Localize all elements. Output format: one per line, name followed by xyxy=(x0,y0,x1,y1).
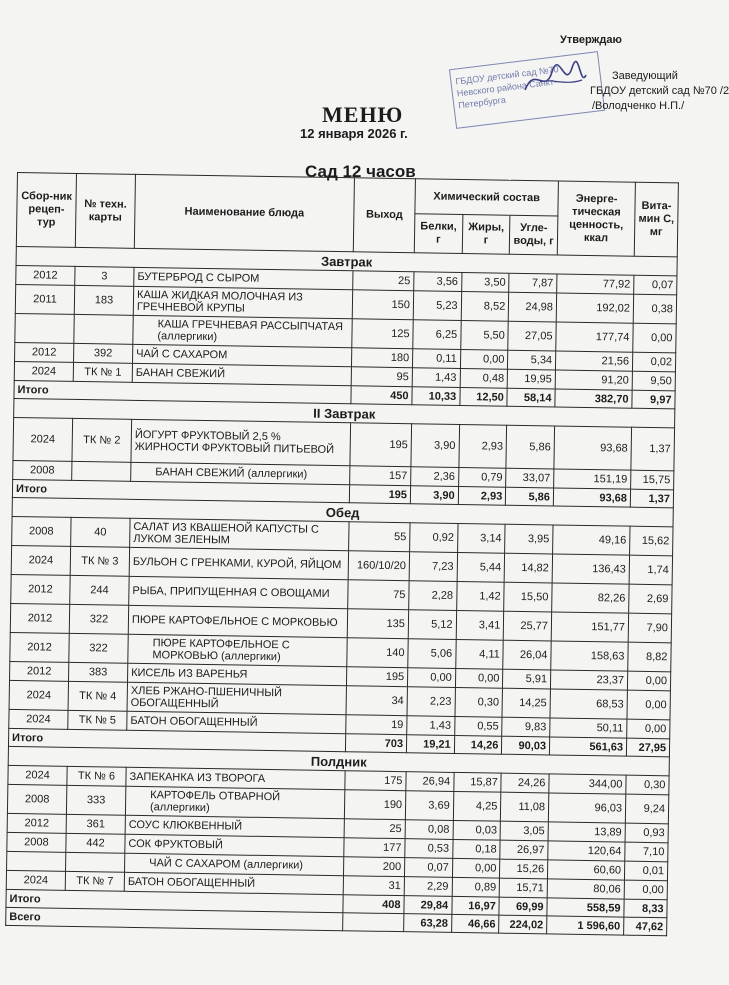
cell-protein: 0,92 xyxy=(410,523,458,553)
cell-card: 442 xyxy=(66,833,125,853)
cell-collection: 2024 xyxy=(9,709,68,729)
cell-vitamin: 7,10 xyxy=(625,842,668,862)
cell-card: 244 xyxy=(70,575,129,605)
cell-protein: 3,56 xyxy=(414,272,462,292)
cell-dish-name: КАРТОФЕЛЬ ОТВАРНОЙ (аллергики) xyxy=(125,786,344,818)
cell-energy: 93,68 xyxy=(554,426,632,470)
cell-card: ТК № 4 xyxy=(68,681,127,711)
cell-card: 333 xyxy=(66,785,125,815)
cell-collection: 2012 xyxy=(15,342,74,362)
cell-energy: 60,60 xyxy=(547,860,624,880)
col-carbs: Угле-воды, г xyxy=(510,215,558,255)
cell-card: 361 xyxy=(66,814,125,834)
cell-fat: 3,14 xyxy=(457,523,505,553)
cell-vitamin: 0,30 xyxy=(626,775,669,795)
cell-fat: 0,00 xyxy=(455,668,503,688)
col-collection: Сбор-ник рецеп-тур xyxy=(16,173,76,248)
cell-protein: 2,23 xyxy=(407,687,455,717)
cell-carbs: 26,97 xyxy=(500,840,548,860)
menu-subtitle: Сад 12 часов xyxy=(305,162,416,181)
col-card: № техн. карты xyxy=(75,173,135,248)
cell-carbs: 7,87 xyxy=(509,273,557,293)
cell-protein: 6,25 xyxy=(413,320,461,350)
cell-protein: 2,28 xyxy=(409,581,457,611)
col-vitamin: Вита-мин С, мг xyxy=(634,182,678,257)
cell-protein: 1,43 xyxy=(412,368,460,388)
total-vitamin: 8,33 xyxy=(624,899,667,918)
cell-vitamin: 7,90 xyxy=(628,613,671,643)
cell-vitamin: 0,07 xyxy=(634,275,677,295)
cell-output: 95 xyxy=(351,367,412,387)
cell-protein: 5,23 xyxy=(413,291,461,321)
cell-protein: 3,90 xyxy=(411,424,459,468)
menu-date: 12 января 2026 г. xyxy=(300,126,408,141)
cell-vitamin: 9,50 xyxy=(632,371,675,391)
section-title: Полдник xyxy=(8,746,669,775)
cell-carbs: 9,83 xyxy=(502,717,550,737)
cell-dish-name: КИСЕЛЬ ИЗ ВАРЕНЬЯ xyxy=(127,663,346,685)
cell-card: ТК № 2 xyxy=(72,418,132,462)
grand-total-protein: 63,28 xyxy=(404,914,452,933)
cell-carbs: 5,91 xyxy=(503,669,551,689)
cell-output: 19 xyxy=(346,715,407,735)
cell-energy: 13,89 xyxy=(548,822,625,842)
cell-output: 135 xyxy=(347,609,408,639)
total-energy: 558,59 xyxy=(547,898,624,917)
cell-card: ТК № 7 xyxy=(65,871,124,891)
cell-output: 140 xyxy=(347,638,408,668)
cell-collection xyxy=(7,851,66,871)
cell-dish-name: БАНАН СВЕЖИЙ xyxy=(132,363,351,385)
cell-output: 55 xyxy=(349,522,410,552)
section-title: II Завтрак xyxy=(14,398,675,427)
cell-carbs: 24,26 xyxy=(501,773,549,793)
cell-energy: 151,19 xyxy=(554,469,631,489)
cell-collection: 2012 xyxy=(7,813,66,833)
head-title: Заведующий xyxy=(612,70,678,82)
grand-total-vitamin: 47,62 xyxy=(624,917,667,936)
cell-vitamin: 1,37 xyxy=(631,427,675,471)
cell-energy: 68,53 xyxy=(550,689,627,719)
cell-collection: 2024 xyxy=(11,545,70,575)
cell-carbs: 14,82 xyxy=(504,553,552,583)
cell-carbs: 26,04 xyxy=(503,640,551,670)
total-fat: 12,50 xyxy=(460,387,508,406)
cell-energy: 21,56 xyxy=(555,351,632,371)
cell-carbs: 33,07 xyxy=(506,468,554,488)
total-fat: 16,97 xyxy=(452,896,500,915)
cell-dish-name: ЙОГУРТ ФРУКТОВЫЙ 2,5 % ЖИРНОСТИ ФРУКТОВЫЙ ПИТЬЕВОЙ xyxy=(131,419,351,465)
cell-energy: 192,02 xyxy=(556,293,633,323)
cell-dish-name: КАША ГРЕЧНЕВАЯ РАССЫПЧАТАЯ (аллергики) xyxy=(133,315,352,347)
cell-carbs: 14,25 xyxy=(502,688,550,718)
org-name: ГБДОУ детский сад №70 /2 xyxy=(590,85,729,97)
cell-card: ТК № 6 xyxy=(67,766,126,786)
grand-total-carbs: 224,02 xyxy=(499,915,547,934)
total-energy: 93,68 xyxy=(553,488,630,507)
cell-energy: 91,20 xyxy=(555,370,632,390)
cell-output: 160/10/20 xyxy=(348,551,409,581)
cell-fat: 0,00 xyxy=(452,858,500,878)
cell-collection: 2008 xyxy=(13,460,72,480)
cell-card: 322 xyxy=(69,604,128,634)
total-fat: 14,26 xyxy=(454,735,502,754)
cell-protein: 3,69 xyxy=(405,791,453,821)
total-protein: 19,21 xyxy=(406,735,454,754)
total-vitamin: 1,37 xyxy=(630,489,673,508)
cell-energy: 177,74 xyxy=(556,322,633,352)
cell-card: 183 xyxy=(74,285,133,315)
cell-dish-name: БАТОН ОБОГАЩЕННЫЙ xyxy=(127,711,346,733)
menu-body xyxy=(6,246,678,935)
cell-protein: 0,53 xyxy=(405,839,453,859)
cell-vitamin: 2,69 xyxy=(629,584,672,614)
total-label: Итого xyxy=(8,728,345,751)
grand-total-label: Всего xyxy=(6,907,343,930)
cell-carbs: 25,77 xyxy=(504,611,552,641)
cell-vitamin: 15,62 xyxy=(630,526,673,556)
cell-card: ТК № 1 xyxy=(73,362,132,382)
cell-collection: 2024 xyxy=(14,361,73,381)
menu-table xyxy=(5,172,679,936)
cell-card xyxy=(66,852,125,872)
cell-fat: 4,25 xyxy=(453,791,501,821)
total-label: Итого xyxy=(14,380,351,403)
cell-collection: 2024 xyxy=(9,680,68,710)
cell-dish-name: ХЛЕБ РЖАНО-ПШЕНИЧНЫЙ ОБОГАЩЕННЫЙ xyxy=(127,682,346,714)
stamp: ГБДОУ детский сад №70 Невского района Санкт-Петербурга xyxy=(449,51,605,129)
cell-vitamin: 1,74 xyxy=(629,555,672,585)
cell-protein: 0,08 xyxy=(405,820,453,840)
cell-card: 40 xyxy=(71,517,130,547)
cell-fat: 0,00 xyxy=(460,349,508,369)
cell-vitamin: 0,00 xyxy=(627,690,670,720)
col-output: Выход xyxy=(353,178,415,253)
total-vitamin: 9,97 xyxy=(632,390,675,409)
cell-vitamin: 0,00 xyxy=(627,719,670,739)
cell-fat: 3,41 xyxy=(456,610,504,640)
total-carbs: 90,03 xyxy=(502,736,550,755)
cell-output: 177 xyxy=(344,838,405,858)
total-energy: 561,63 xyxy=(549,737,626,756)
col-chem: Химический состав xyxy=(415,179,559,216)
cell-energy: 344,00 xyxy=(549,774,626,794)
cell-dish-name: ЧАЙ С САХАРОМ (аллергики) xyxy=(125,853,344,875)
total-carbs: 5,86 xyxy=(506,487,554,506)
cell-vitamin: 9,24 xyxy=(625,794,668,824)
total-vitamin: 27,95 xyxy=(626,738,669,757)
cell-card xyxy=(74,314,133,344)
cell-dish-name: РЫБА, ПРИПУЩЕННАЯ С ОВОЩАМИ xyxy=(129,576,348,608)
cell-dish-name: БУТЕРБРОД С СЫРОМ xyxy=(134,267,353,289)
cell-fat: 8,52 xyxy=(461,291,509,321)
cell-fat: 1,42 xyxy=(456,581,504,611)
cell-collection xyxy=(15,313,74,343)
cell-carbs: 3,95 xyxy=(505,524,553,554)
cell-output: 125 xyxy=(352,319,413,349)
cell-fat: 5,44 xyxy=(457,552,505,582)
cell-fat: 5,50 xyxy=(460,320,508,350)
col-energy: Энерге-тическая ценность, ккал xyxy=(557,181,635,256)
cell-output: 195 xyxy=(346,667,407,687)
cell-protein: 7,23 xyxy=(409,552,457,582)
cell-collection: 2024 xyxy=(13,417,73,461)
cell-protein: 5,12 xyxy=(408,610,456,640)
cell-protein: 2,36 xyxy=(411,467,459,487)
cell-dish-name: ЧАЙ С САХАРОМ xyxy=(133,344,352,366)
cell-dish-name: БАТОН ОБОГАЩЕННЫЙ xyxy=(124,872,343,894)
cell-collection: 2008 xyxy=(12,516,71,546)
cell-protein: 0,11 xyxy=(412,349,460,369)
cell-dish-name: БАНАН СВЕЖИЙ (аллергики) xyxy=(131,462,350,484)
cell-collection: 2024 xyxy=(8,765,67,785)
total-carbs: 58,14 xyxy=(507,388,555,407)
total-protein: 29,84 xyxy=(404,896,452,915)
cell-carbs: 19,95 xyxy=(507,369,555,389)
cell-fat: 0,55 xyxy=(454,716,502,736)
cell-energy: 80,06 xyxy=(547,879,624,899)
cell-vitamin: 15,75 xyxy=(631,470,674,490)
cell-carbs: 15,71 xyxy=(499,878,547,898)
cell-output: 157 xyxy=(350,466,411,486)
total-carbs: 69,99 xyxy=(499,897,547,916)
cell-energy: 49,16 xyxy=(553,525,630,555)
cell-vitamin: 0,00 xyxy=(633,323,676,353)
cell-protein: 2,29 xyxy=(404,877,452,897)
cell-vitamin: 0,93 xyxy=(625,823,668,843)
total-label: Итого xyxy=(12,479,349,502)
cell-output: 31 xyxy=(343,876,404,896)
cell-output: 75 xyxy=(348,580,409,610)
total-energy: 382,70 xyxy=(555,389,632,408)
cell-carbs: 15,50 xyxy=(504,582,552,612)
cell-carbs: 5,34 xyxy=(508,350,556,370)
total-protein: 3,90 xyxy=(410,486,458,505)
cell-fat: 0,30 xyxy=(455,687,503,717)
cell-carbs: 15,26 xyxy=(500,859,548,879)
cell-carbs: 3,05 xyxy=(500,821,548,841)
signature-icon xyxy=(520,60,590,100)
cell-collection: 2012 xyxy=(10,661,69,681)
cell-card: ТК № 5 xyxy=(68,710,127,730)
cell-vitamin: 8,82 xyxy=(628,642,671,672)
cell-fat: 0,03 xyxy=(453,820,501,840)
cell-energy: 120,64 xyxy=(548,841,625,861)
cell-card: 392 xyxy=(74,343,133,363)
cell-energy: 151,77 xyxy=(551,612,628,642)
cell-card: 383 xyxy=(69,662,128,682)
total-output: 195 xyxy=(349,485,410,504)
head-name: /Володченко Н.П./ xyxy=(592,100,685,112)
cell-protein: 5,06 xyxy=(408,639,456,669)
cell-protein: 26,94 xyxy=(406,772,454,792)
cell-energy: 77,92 xyxy=(557,274,634,294)
cell-collection: 2012 xyxy=(16,265,75,285)
grand-total-fat: 46,66 xyxy=(451,914,499,933)
cell-energy: 136,43 xyxy=(552,554,629,584)
cell-dish-name: ЗАПЕКАНКА ИЗ ТВОРОГА xyxy=(126,767,345,789)
approve-label: Утверждаю xyxy=(560,34,622,46)
cell-dish-name: СОУС КЛЮКВЕННЫЙ xyxy=(125,815,344,837)
total-fat: 2,93 xyxy=(458,486,506,505)
cell-collection: 2024 xyxy=(6,870,65,890)
cell-output: 25 xyxy=(344,819,405,839)
cell-collection: 2012 xyxy=(10,632,69,662)
cell-dish-name: КАША ЖИДКАЯ МОЛОЧНАЯ ИЗ ГРЕЧНЕВОЙ КРУПЫ xyxy=(133,286,352,318)
grand-total-energy: 1 596,60 xyxy=(547,916,624,935)
cell-collection: 2012 xyxy=(11,574,70,604)
cell-collection: 2008 xyxy=(7,832,66,852)
cell-output: 25 xyxy=(353,271,414,291)
cell-protein: 1,43 xyxy=(407,716,455,736)
cell-card: ТК № 3 xyxy=(70,546,129,576)
total-output: 450 xyxy=(351,386,412,405)
section-title: Обед xyxy=(12,497,673,526)
cell-energy: 82,26 xyxy=(552,583,629,613)
cell-carbs: 11,08 xyxy=(501,792,549,822)
cell-dish-name: ПЮРЕ КАРТОФЕЛЬНОЕ С МОРКОВЬЮ xyxy=(128,605,347,637)
cell-vitamin: 0,01 xyxy=(624,861,667,881)
cell-collection: 2008 xyxy=(7,784,66,814)
col-fat: Жиры, г xyxy=(462,215,510,255)
cell-output: 34 xyxy=(346,686,407,716)
cell-fat: 2,93 xyxy=(459,424,507,468)
cell-energy: 158,63 xyxy=(551,641,628,671)
cell-vitamin: 0,00 xyxy=(624,880,667,900)
cell-fat: 3,50 xyxy=(461,272,509,292)
cell-output: 175 xyxy=(345,771,406,791)
cell-fat: 0,48 xyxy=(460,368,508,388)
cell-card: 322 xyxy=(69,633,128,663)
col-name: Наименование блюда xyxy=(134,174,354,251)
total-protein: 10,33 xyxy=(412,387,460,406)
cell-vitamin: 0,02 xyxy=(632,352,675,372)
cell-output: 150 xyxy=(352,290,413,320)
cell-energy: 50,11 xyxy=(550,718,627,738)
cell-card xyxy=(72,461,131,481)
cell-dish-name: БУЛЬОН С ГРЕНКАМИ, КУРОЙ, ЯЙЦОМ xyxy=(129,547,348,579)
cell-output: 180 xyxy=(351,348,412,368)
cell-output: 190 xyxy=(344,790,405,820)
grand-total-output xyxy=(343,913,404,932)
cell-dish-name: ПЮРЕ КАРТОФЕЛЬНОЕ С МОРКОВЬЮ (аллергики) xyxy=(128,634,347,666)
cell-collection: 2012 xyxy=(10,603,69,633)
cell-carbs: 24,98 xyxy=(509,292,557,322)
cell-carbs: 27,05 xyxy=(508,321,556,351)
cell-fat: 0,18 xyxy=(452,839,500,859)
total-output: 703 xyxy=(345,734,406,753)
cell-output: 200 xyxy=(343,857,404,877)
cell-protein: 0,00 xyxy=(407,668,455,688)
cell-vitamin: 0,38 xyxy=(633,294,676,324)
cell-output: 195 xyxy=(350,423,412,467)
page-title: МЕНЮ xyxy=(322,102,404,127)
cell-vitamin: 0,00 xyxy=(627,671,670,691)
cell-fat: 4,11 xyxy=(455,639,503,669)
col-protein: Белки, г xyxy=(414,214,462,254)
section-title: Завтрак xyxy=(16,246,677,275)
cell-fat: 0,79 xyxy=(458,467,506,487)
cell-dish-name: САЛАТ ИЗ КВАШЕНОЙ КАПУСТЫ С ЛУКОМ ЗЕЛЕНЫМ xyxy=(130,518,349,550)
cell-card: 3 xyxy=(75,266,134,286)
cell-collection: 2011 xyxy=(15,284,74,314)
total-label: Итого xyxy=(6,889,343,912)
cell-fat: 0,89 xyxy=(452,877,500,897)
cell-protein: 0,07 xyxy=(404,858,452,878)
cell-energy: 23,37 xyxy=(550,670,627,690)
cell-energy: 96,03 xyxy=(548,793,625,823)
total-output: 408 xyxy=(343,895,404,914)
cell-carbs: 5,86 xyxy=(506,425,554,469)
cell-dish-name: СОК ФРУКТОВЫЙ xyxy=(125,834,344,856)
cell-fat: 15,87 xyxy=(453,772,501,792)
